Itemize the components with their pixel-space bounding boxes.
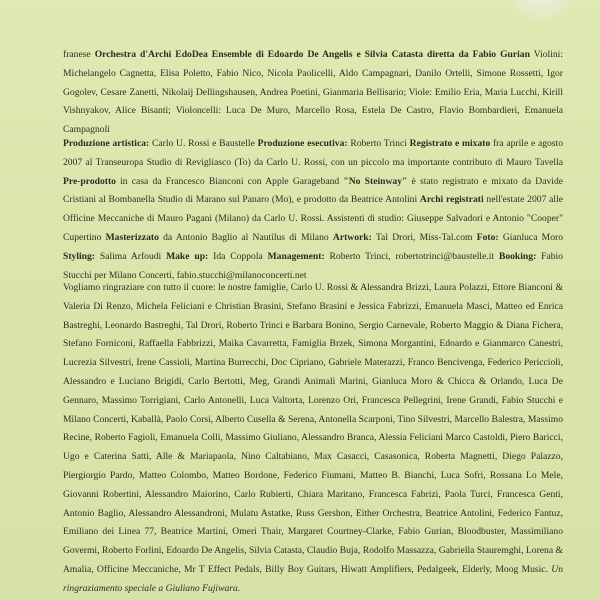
- credits-segment: Booking:: [498, 250, 537, 262]
- thanks-segment: Un ringraziamento speciale a Giuliano Fujiwara.: [63, 563, 563, 594]
- musicians-paragraph: [63, 46, 563, 140]
- credits-segment: Produzione artistica:: [63, 138, 150, 149]
- credits-segment: Ida Coppola: [208, 250, 268, 262]
- musicians-segment: Violini: Michelangelo Cagnetta, Elisa Poletto, Fabio Nico, Nicola Paolicelli, Aldo Campagnari, Danilo Ortelli, Simone Rossetti, Igor Gogolev, Cesare Zanetti, Nikolaij Dellingshausen, Andrea Poetini, Gianmaria Bellisario; Viole: Emilio Eria, Maria Lucchi, Kirill Vishnyakov, Alice Bisanti; Violoncelli: Luca De Muro, Marcello Rosa, Estela De Castro, Flavio Bombardieri, Emanuela Campagnoli: [63, 49, 564, 136]
- credits-segment: Masterizzato: [105, 231, 159, 243]
- credits-segment: Gianluca Moro: [498, 231, 563, 243]
- credits-segment: Fabio Stucchi per Milano Concerti, fabio.stucchi@milanoconcerti.net: [63, 250, 563, 281]
- credits-segment: nell'estate 2007 alle Officine Meccaniche di Mauro Pagani (Milano) da Carlo U. Rossi. Assistenti di studio: Giuseppe Salvadori e Antonio "Cooper" Cupertino: [63, 194, 563, 243]
- credits-segment: Pre-prodotto: [63, 175, 116, 187]
- credits-segment: Foto:: [476, 231, 499, 243]
- musicians-segment: Orchestra d'Archi EdoDea Ensemble di Edoardo De Angelis e Silvia Catasta diretta da Fabio Gurian: [94, 49, 530, 60]
- credits-segment: da Antonio Baglio al Nautilus di Milano: [158, 231, 333, 243]
- credits-segment: Styling:: [63, 250, 95, 262]
- credits-segment: Tal Drori, Miss-Tal.com: [371, 231, 477, 243]
- credits-segment: Salima Arfoudi: [95, 250, 167, 262]
- credits-paragraph: [63, 135, 563, 285]
- credits-segment: Artwork:: [332, 231, 372, 243]
- credits-segment: Produzione esecutiva:: [257, 138, 348, 149]
- credits-segment: Carlo U. Rossi e Baustelle: [149, 138, 258, 149]
- credits-segment: Management:: [267, 250, 325, 262]
- credits-segment: Make up:: [166, 250, 209, 262]
- credits-segment: in casa da Francesco Bianconi con Apple Garageband: [115, 175, 344, 187]
- thanks-segment: Vogliamo ringraziare con tutto il cuore: le nostre famiglie, Carlo U. Rossi & Alessandra Brizzi, Laura Polazzi, Ettore Bianconi & Valeria Di Renzo, Michela Feliciani e Christian Brasini, Stefano Brasini e Jessica Fabrizzi, Emanuela Masci, Matteo ed Enrica Bastreghi, Leonardo Bastreghi, Tal Drori, Roberto Trinci e Barbara Bonino, Sergio Carnevale, Roberto Maggio & Diana Fichera, Stefano Forniconi, Raffaella Fabbrizzi, Maika Cavarretta, Famiglia Brzek, Simona Morgantini, Edoardo e Gianmarco Canestri, Lucrezia Silvestri, Irene Cassioli, Martina Burrecchi, Doc Cipriano, Gabriele Materazzi, Franco Bencivenga, Federico Pericciolì, Alessandro e Luciano Brigidi, Carlo Bertotti, Meg, Grandi Animali Marini, Gianluca Moro & Chicca & Orlando, Luca De Gennaro, Massimo Torrigiani, Carlo Antonelli, Luca Valtorta, Lorenzo Ori, Francesca Pellegrini, Irene Grandi, Fabio Stucchi e Milano Concerti, Kaballà, Paolo Corsi, Alberto Cusella & Serena, Antonella Scarponi, Tino Silvestri, Marcello Balestra, Massimo Recine, Roberto Fagioli, Emanuela Colli, Massimo Giuliano, Alessandro Branca, Alessia Feliciani Marco Castoldi, Piero Baricci, Ugo e Caterina Satti, Alle & Mariapaola, Nino Caltabiano, Max Casacci, Casasonica, Roberta Magnetti, Diego Palazzo, Piergiorgio Pardo, Matteo Colombo, Matteo Bordone, Federico Fiumani, Matteo B. Bianchi, Luca Sofri, Rossana Lo Mele, Giovanni Robertini, Alessandro Maiorino, Carlo Rubierti, Chiara Maritano, Francesca Fabrizi, Paola Turci, Francesca Genti, Antonio Baglio, Alessandro Alessandroni, Mulatu Astatke, Russ Gershon, Either Orchestra, Beatrice Antolini, Federico Fantuz, Emiliano dei Linea 77, Beatrice Martini, Omeri Thair, Margaret Courtney-Clarke, Fabio Gurian, Bloodbuster, Massimiliano Govermi, Roberto Forlini, Edoardo De Angelis, Silvia Catasta, Claudio Buja, Rodolfo Massazza, Gabriella Stauremghi, Lorena & Amalia, Officine Meccaniche, Mr T Effect Pedals, Billy Boy Guitars, Hiwatt Amplifiers, Pedalgeek, Elderly, Moog Music.: [63, 282, 563, 575]
- credits-segment: Roberto Trinci, robertotrinci@baustelle.it: [324, 250, 499, 262]
- credits-segment: Archi registrati: [419, 194, 484, 206]
- credits-segment: "No Steinway": [343, 175, 408, 187]
- cd-disc-edge: [505, 0, 577, 20]
- thanks-paragraph: [63, 279, 563, 599]
- credits-segment: Registrato e mixato: [409, 138, 491, 149]
- credits-segment: è stato registrato e mixato da Davide Cristiani al Bombanella Studio di Marano sul Panaro (Mo), e prodotto da Beatrice Antolini: [63, 175, 564, 206]
- credits-segment: Roberto Trinci: [347, 138, 410, 149]
- credits-segment: fra aprile e agosto 2007 al Transeuropa Studio di Revigliasco (To) da Carlo U. Rossi, con un piccolo ma importante contributo di Mauro Tavella: [63, 138, 564, 168]
- musicians-segment: franese: [63, 49, 95, 60]
